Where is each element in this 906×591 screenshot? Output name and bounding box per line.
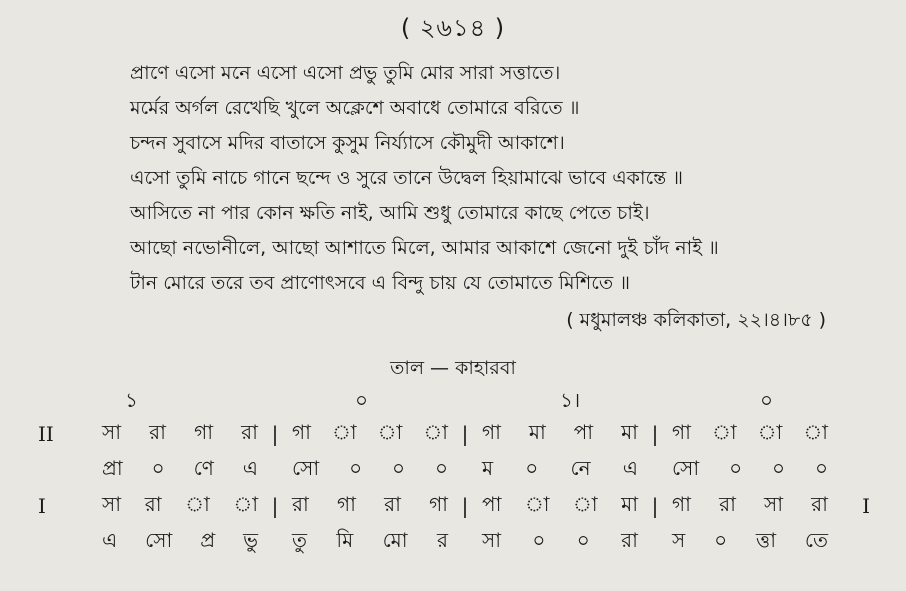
swara-note: া [377, 419, 403, 444]
lyric-line: এসো তুমি নাচে গানে ছন্দে ও সুরে তানে উদ্বেল হিয়ামাঝে ভাবে একান্তে ॥ [130, 167, 683, 189]
lyric-syllable: র [436, 527, 448, 552]
lyric-syllable: এ [622, 455, 638, 480]
swara-note: া [423, 419, 448, 444]
swara-note: রা [811, 491, 828, 516]
lyric-syllable: ০ [814, 455, 828, 480]
swara-row [30, 488, 880, 524]
lyric-syllable: ০ [714, 527, 728, 552]
lyric-syllable: ০ [392, 455, 406, 480]
measure [280, 490, 460, 523]
lyric-syllable: প্রা [102, 455, 123, 480]
lyric-syllable: ভু [243, 527, 258, 552]
lyric-syllable: মি [336, 527, 354, 552]
row-start-barline: I [38, 494, 46, 518]
bar-separator: | [461, 422, 469, 446]
lyric-syllable: তু [292, 527, 308, 552]
swara-note: মা [621, 491, 638, 516]
lyric-syllable: ০ [729, 455, 743, 480]
lyric-line: আছো নভোনীলে, আছো আশাতে মিলে, আমার আকাশে জেনো দুই চাঁদ নাই ॥ [130, 237, 719, 259]
swara-note: গা [429, 491, 448, 516]
lyric-syllable: ০ [772, 455, 786, 480]
measure [280, 526, 460, 559]
swara-note: া [803, 419, 828, 444]
lyric-syllable: সো [292, 455, 320, 480]
bar-separator: | [651, 422, 659, 446]
notation-rows [30, 416, 880, 560]
swara-note: গা [482, 419, 501, 444]
lyric-syllable: এ [102, 527, 118, 552]
lyric-syllable: ০ [576, 527, 590, 552]
lyric-syllable: ম [482, 455, 494, 480]
swara-note: পা [573, 419, 594, 444]
lyric-syllable: ০ [434, 455, 448, 480]
swara-note: গা [336, 491, 356, 516]
bar-separator: | [651, 494, 659, 518]
lyric-syllable: নে [570, 455, 591, 480]
swara-note: া [332, 419, 357, 444]
measure [470, 490, 650, 523]
swara-note: সা [102, 419, 122, 444]
swara-note: গা [292, 419, 311, 444]
swara-note: গা [672, 419, 691, 444]
lyric-syllable: ০ [532, 527, 546, 552]
swara-note: া [524, 491, 550, 516]
swara-note: া [757, 419, 783, 444]
bar-separator: | [271, 422, 279, 446]
notation-grid [30, 386, 880, 560]
lyric-syllable: প্র [200, 527, 216, 552]
lyric-syllable: এ [242, 455, 258, 480]
attribution: ( মধুমালঞ্চ কলিকাতা, ২২।৪।৮৫ ) [566, 309, 826, 331]
lyric-syllable: ০ [151, 455, 165, 480]
swara-row [30, 416, 880, 452]
beat-mark: ১। [560, 388, 581, 412]
swara-note: গা [672, 491, 691, 516]
lyric-syllable: ০ [349, 455, 363, 480]
taal-heading: তাল — কাহারবা [390, 357, 516, 379]
row-end-barline: I [862, 494, 870, 518]
beat-mark: ১ [125, 388, 138, 412]
lyric-line: টান মোরে তরে তব প্রাণোৎসবে এ বিন্দু চায় যে তোমাতে মিশিতে ॥ [130, 272, 630, 294]
lyric-syllable: ত্তা [755, 527, 777, 552]
swara-note: া [573, 491, 598, 516]
measure [90, 526, 270, 559]
lyric-syllable: রা [621, 527, 638, 552]
lyric-syllable: মো [382, 527, 408, 552]
swara-note: া [185, 491, 210, 516]
swara-note: গা [194, 419, 214, 444]
lyric-line: মর্মের অর্গল রেখেছি খুলে অক্লেশে অবাধে তোমারে বরিতে ॥ [130, 97, 580, 119]
swara-note: া [712, 419, 737, 444]
swara-note: রা [241, 419, 258, 444]
measure [660, 490, 840, 523]
lyric-syllable: সো [672, 455, 700, 480]
lyrics-block [130, 56, 870, 301]
swara-note: রা [149, 419, 166, 444]
lyric-syllable: সা [482, 527, 502, 552]
lyric-syllable: সো [145, 527, 173, 552]
swara-note: া [233, 491, 258, 516]
measure [660, 454, 840, 487]
lyric-syllable: স [672, 527, 686, 552]
measure [90, 454, 270, 487]
lyric-syllable: তে [804, 527, 828, 552]
measure [90, 490, 270, 523]
swara-note: রা [719, 491, 736, 516]
beat-mark: ০ [760, 388, 774, 412]
measure [470, 454, 650, 487]
lyric-line: আসিতে না পার কোন ক্ষতি নাই, আমি শুধু তোমারে কাছে পেতে চাই। [130, 202, 650, 224]
swara-note: রা [292, 491, 309, 516]
swara-note: রা [384, 491, 401, 516]
measure [280, 454, 460, 487]
swara-note: পা [482, 491, 502, 516]
syllable-row [30, 524, 880, 560]
swara-note: সা [102, 491, 122, 516]
measure [660, 418, 840, 451]
measure [470, 526, 650, 559]
swara-note: রা [144, 491, 162, 516]
row-start-barline: II [38, 422, 54, 446]
beat-mark: ০ [355, 388, 369, 412]
measure [90, 418, 270, 451]
song-number: ( ২৬১৪ ) [400, 14, 506, 42]
measure [660, 526, 840, 559]
lyric-line: প্রাণে এসো মনে এসো এসো প্রভু তুমি মোর সারা সত্তাতে। [130, 62, 561, 84]
lyric-line: চন্দন সুবাসে মদির বাতাসে কুসুম নির্য্যাসে কৌমুদী আকাশে। [130, 132, 565, 154]
bar-separator: | [461, 494, 469, 518]
swara-note: মা [621, 419, 638, 444]
swara-note: মা [528, 419, 546, 444]
measure [280, 418, 460, 451]
lyric-syllable: ০ [525, 455, 539, 480]
lyric-syllable: ণে [193, 455, 214, 480]
swara-note: সা [764, 491, 784, 516]
measure [470, 418, 650, 451]
beat-marks-row [30, 386, 880, 416]
syllable-row [30, 452, 880, 488]
bar-separator: | [271, 494, 279, 518]
